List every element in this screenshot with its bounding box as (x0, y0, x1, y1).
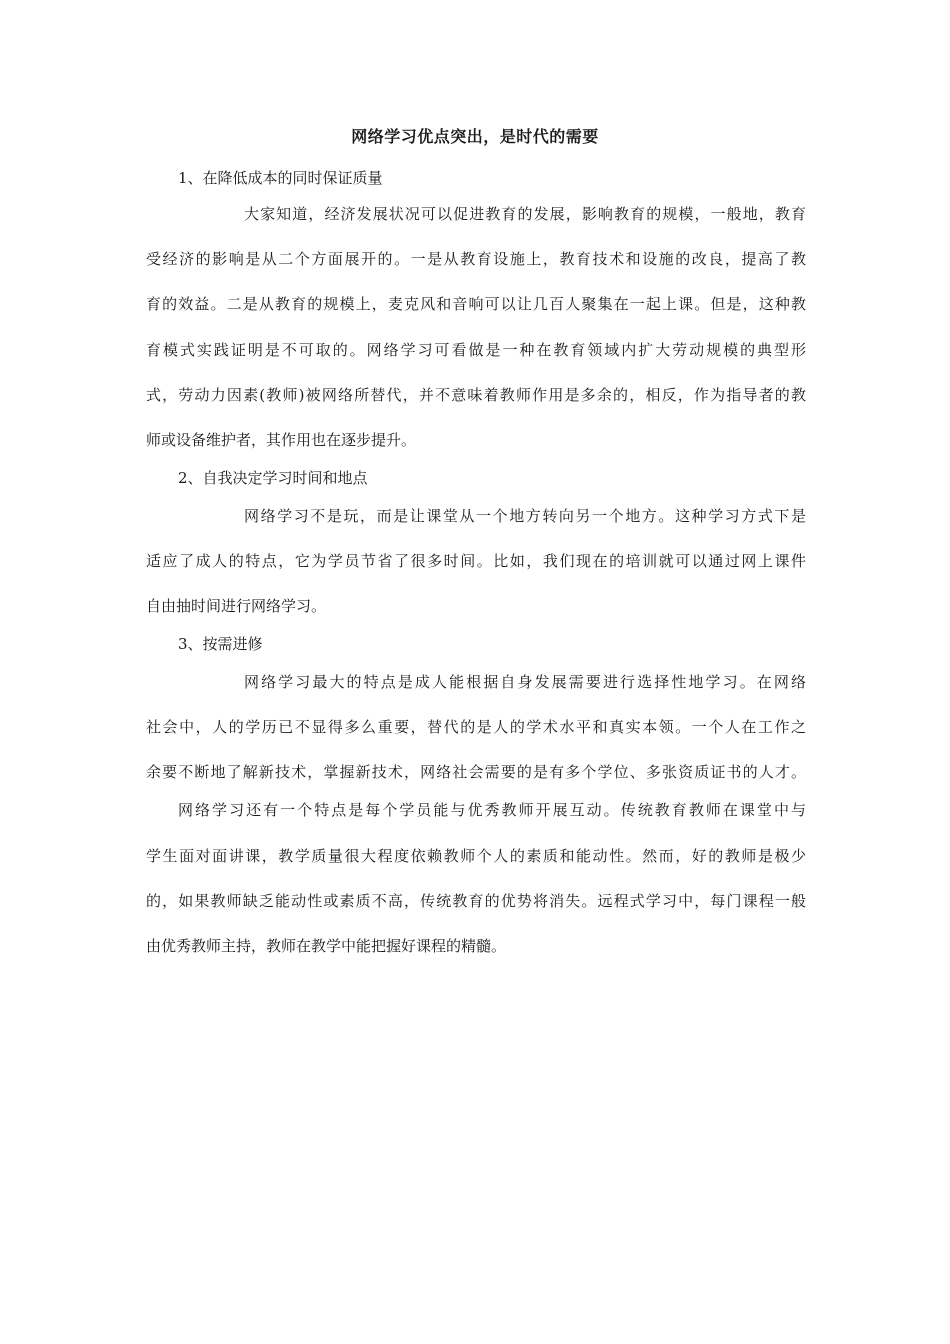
paragraph-line: 网络学习不是玩，而是让课堂从一个地方转向另一个地方。这种学习方式下是 (244, 507, 806, 525)
paragraph-line: 自由抽时间进行网络学习。 (146, 597, 327, 615)
section-heading-2: 2、自我决定学习时间和地点 (178, 469, 368, 487)
document-title: 网络学习优点突出，是时代的需要 (351, 127, 599, 146)
paragraph-line: 大家知道，经济发展状况可以促进教育的发展，影响教育的规模，一般地，教育 (244, 205, 806, 223)
paragraph-line: 余要不断地了解新技术，掌握新技术，网络社会需要的是有多个学位、多张资质证书的人才。 (146, 763, 806, 781)
paragraph-line: 师或设备维护者，其作用也在逐步提升。 (146, 431, 417, 449)
paragraph-line: 社会中，人的学历已不显得多么重要，替代的是人的学术水平和真实本领。一个人在工作之 (146, 718, 806, 736)
paragraph-line: 的，如果教师缺乏能动性或素质不高，传统教育的优势将消失。远程式学习中，每门课程一般 (146, 892, 806, 910)
section-heading-3: 3、按需进修 (178, 635, 263, 653)
paragraph-line: 式，劳动力因素(教师)被网络所替代，并不意味着教师作用是多余的，相反，作为指导者的教 (146, 386, 806, 404)
paragraph-line: 网络学习最大的特点是成人能根据自身发展需要进行选择性地学习。在网络 (244, 673, 806, 691)
paragraph-line: 育的效益。二是从教育的规模上，麦克风和音响可以让几百人聚集在一起上课。但是，这种教 (146, 295, 806, 313)
paragraph-line: 网络学习还有一个特点是每个学员能与优秀教师开展互动。传统教育教师在课堂中与 (178, 801, 806, 819)
paragraph-line: 学生面对面讲课，教学质量很大程度依赖教师个人的素质和能动性。然而，好的教师是极少 (146, 847, 806, 865)
paragraph-line: 育模式实践证明是不可取的。网络学习可看做是一种在教育领域内扩大劳动规模的典型形 (146, 341, 806, 359)
paragraph-line: 由优秀教师主持，教师在教学中能把握好课程的精髓。 (146, 937, 507, 955)
paragraph-line: 适应了成人的特点，它为学员节省了很多时间。比如，我们现在的培训就可以通过网上课件 (146, 552, 806, 570)
paragraph-line: 受经济的影响是从二个方面展开的。一是从教育设施上，教育技术和设施的改良，提高了教 (146, 250, 806, 268)
section-heading-1: 1、在降低成本的同时保证质量 (178, 169, 383, 187)
